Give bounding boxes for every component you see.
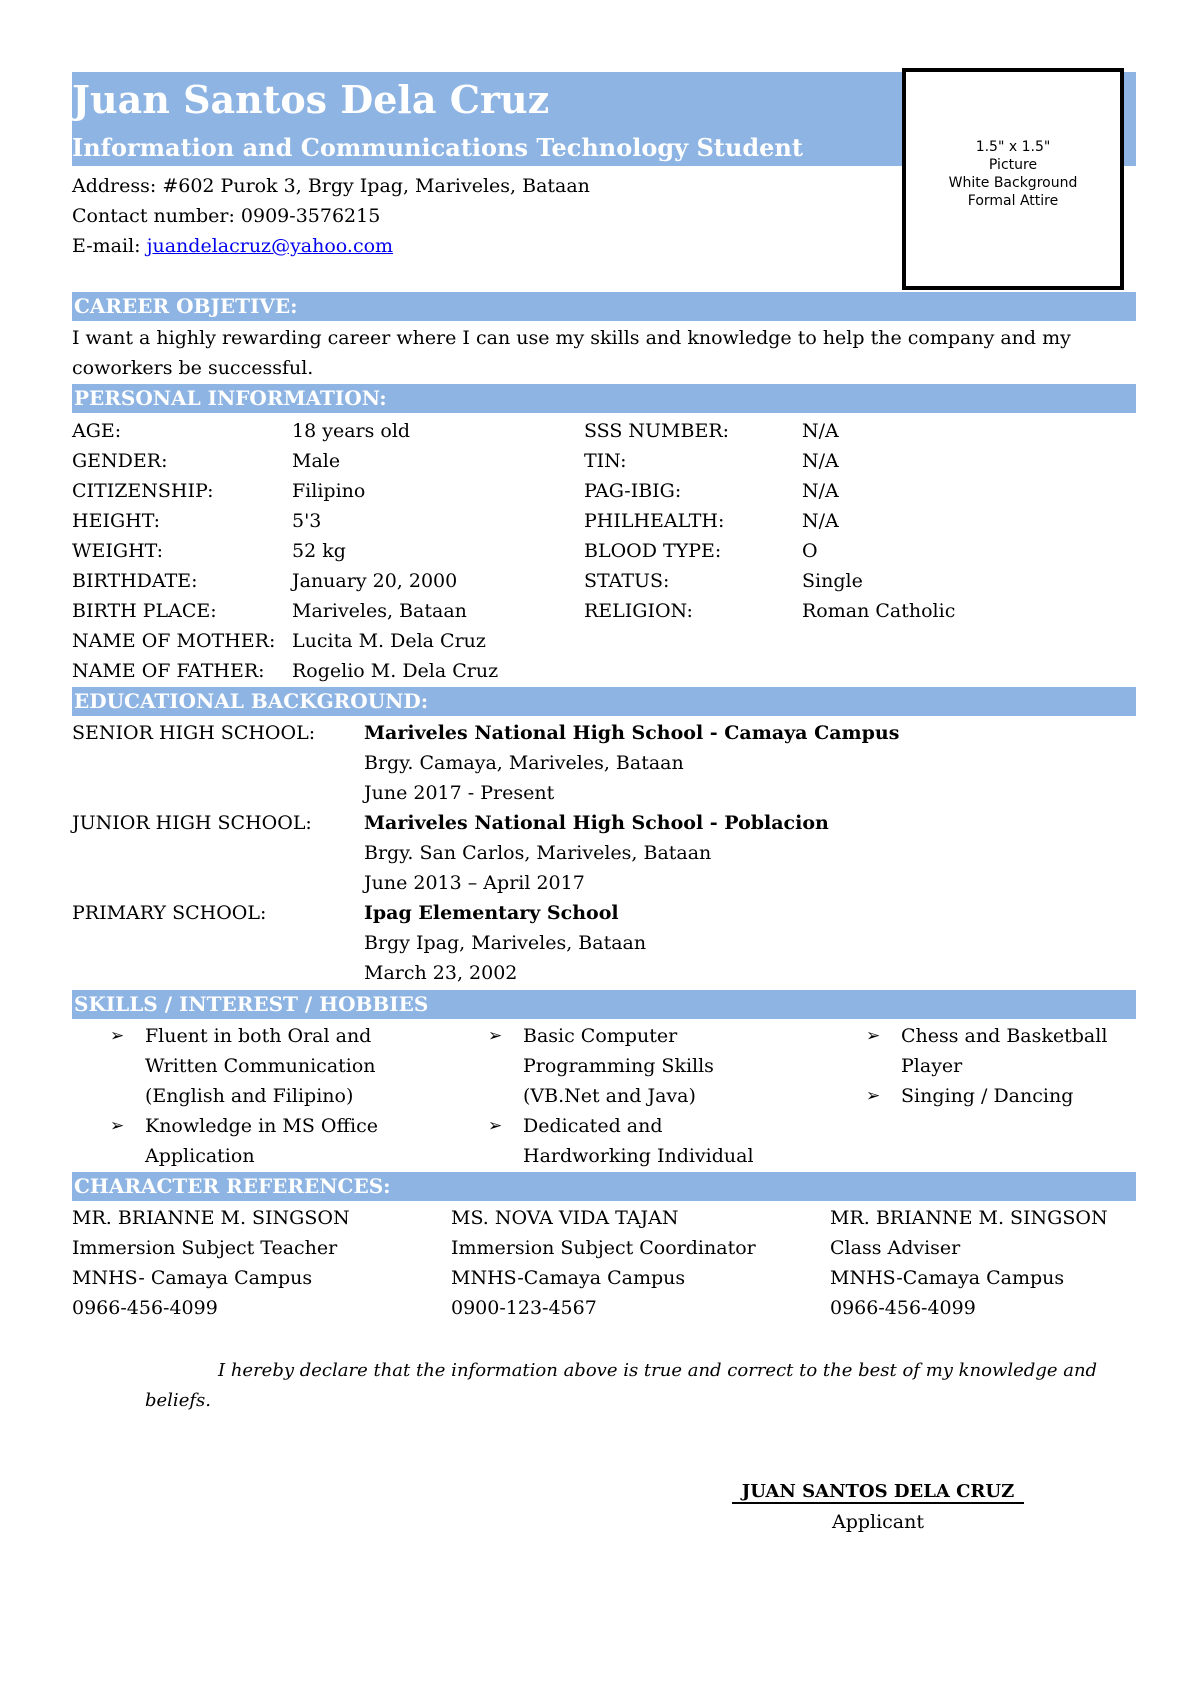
bullet-arrow-icon: ➢	[488, 1026, 503, 1046]
applicant-title: Information and Communications Technology Student	[72, 133, 803, 162]
senior-high-dates: June 2017 - Present	[364, 782, 555, 804]
skill-item: Fluent in both Oral and Written Communication (English and Filipino)	[145, 1025, 376, 1107]
birthplace-label: BIRTH PLACE:	[72, 600, 217, 622]
address-label: Address:	[72, 175, 157, 197]
sss-label: SSS NUMBER:	[584, 420, 730, 442]
age-value: 18 years old	[292, 420, 411, 442]
mother-label: NAME OF MOTHER:	[72, 630, 276, 652]
tin-label: TIN:	[584, 450, 627, 472]
father-value: Rogelio M. Dela Cruz	[292, 660, 499, 682]
address-value: #602 Purok 3, Brgy Ipag, Mariveles, Bataan	[162, 175, 590, 197]
email-label: E-mail:	[72, 235, 141, 257]
religion-label: RELIGION:	[584, 600, 693, 622]
bullet-arrow-icon: ➢	[488, 1116, 503, 1136]
philhealth-label: PHILHEALTH:	[584, 510, 725, 532]
career-objective-line2: coworkers be successful.	[72, 357, 314, 379]
senior-high-label: SENIOR HIGH SCHOOL:	[72, 722, 316, 744]
bullet-arrow-icon: ➢	[866, 1086, 881, 1106]
height-value: 5'3	[292, 510, 322, 532]
mother-value: Lucita M. Dela Cruz	[292, 630, 486, 652]
sss-value: N/A	[802, 420, 839, 442]
primary-school-name: Ipag Elementary School	[364, 902, 619, 924]
signature-role: Applicant	[831, 1511, 925, 1533]
section-educational-background: EDUCATIONAL BACKGROUND:	[72, 687, 1136, 716]
contact-line	[72, 201, 380, 231]
skill-item: Knowledge in MS Office Application	[145, 1115, 378, 1167]
reference-1-name: MR. BRIANNE M. SINGSON	[72, 1207, 350, 1229]
address-line	[72, 171, 590, 201]
reference-1-phone: 0966-456-4099	[72, 1297, 218, 1319]
senior-high-school: Mariveles National High School - Camaya Campus	[364, 722, 900, 744]
section-personal-information: PERSONAL INFORMATION:	[72, 384, 1136, 413]
junior-high-school: Mariveles National High School - Poblacion	[364, 812, 829, 834]
father-label: NAME OF FATHER:	[72, 660, 265, 682]
skill-item: Singing / Dancing	[901, 1085, 1074, 1107]
bloodtype-label: BLOOD TYPE:	[584, 540, 722, 562]
gender-label: GENDER:	[72, 450, 168, 472]
junior-high-dates: June 2013 – April 2017	[364, 872, 585, 894]
junior-high-address: Brgy. San Carlos, Mariveles, Bataan	[364, 842, 712, 864]
email-link[interactable]: juandelacruz@yahoo.com	[146, 235, 394, 257]
status-value: Single	[802, 570, 863, 592]
tin-value: N/A	[802, 450, 839, 472]
junior-high-label: JUNIOR HIGH SCHOOL:	[72, 812, 312, 834]
birthdate-label: BIRTHDATE:	[72, 570, 198, 592]
reference-3-role: Class Adviser	[830, 1237, 961, 1259]
reference-3-name: MR. BRIANNE M. SINGSON	[830, 1207, 1108, 1229]
contact-label: Contact number:	[72, 205, 235, 227]
contact-value: 0909-3576215	[240, 205, 381, 227]
citizenship-label: CITIZENSHIP:	[72, 480, 214, 502]
photo-attire-text: Formal Attire	[967, 193, 1059, 209]
birthdate-value: January 20, 2000	[292, 570, 458, 592]
photo-placeholder	[902, 68, 1124, 290]
philhealth-value: N/A	[802, 510, 839, 532]
religion-value: Roman Catholic	[802, 600, 956, 622]
weight-label: WEIGHT:	[72, 540, 164, 562]
skill-item: Dedicated and Hardworking Individual	[523, 1115, 754, 1167]
reference-1-role: Immersion Subject Teacher	[72, 1237, 338, 1259]
age-label: AGE:	[72, 420, 122, 442]
pagibig-value: N/A	[802, 480, 839, 502]
skill-item: Chess and Basketball Player	[901, 1025, 1108, 1077]
signature-name: JUAN SANTOS DELA CRUZ	[741, 1481, 1015, 1502]
weight-value: 52 kg	[292, 540, 346, 562]
career-objective-line1: I want a highly rewarding career where I can use my skills and knowledge to help the company and my	[72, 327, 1071, 349]
reference-3-org: MNHS-Camaya Campus	[830, 1267, 1065, 1289]
declaration-line2: beliefs.	[145, 1390, 211, 1411]
reference-3-phone: 0966-456-4099	[830, 1297, 976, 1319]
pagibig-label: PAG-IBIG:	[584, 480, 682, 502]
reference-2-role: Immersion Subject Coordinator	[451, 1237, 756, 1259]
citizenship-value: Filipino	[292, 480, 366, 502]
status-label: STATUS:	[584, 570, 670, 592]
gender-value: Male	[292, 450, 341, 472]
bullet-arrow-icon: ➢	[866, 1026, 881, 1046]
section-skills: SKILLS / INTEREST / HOBBIES	[72, 990, 1136, 1019]
reference-2-name: MS. NOVA VIDA TAJAN	[451, 1207, 679, 1229]
bullet-arrow-icon: ➢	[110, 1026, 125, 1046]
reference-1-org: MNHS- Camaya Campus	[72, 1267, 313, 1289]
primary-school-address: Brgy Ipag, Mariveles, Bataan	[364, 932, 647, 954]
bullet-arrow-icon: ➢	[110, 1116, 125, 1136]
skill-item: Basic Computer Programming Skills (VB.Net and Java)	[523, 1025, 714, 1107]
reference-2-org: MNHS-Camaya Campus	[451, 1267, 686, 1289]
senior-high-address: Brgy. Camaya, Mariveles, Bataan	[364, 752, 684, 774]
declaration-line1: I hereby declare that the information above is true and correct to the best of my knowledge and	[218, 1360, 1098, 1381]
primary-school-label: PRIMARY SCHOOL:	[72, 902, 267, 924]
email-line	[72, 231, 393, 261]
section-career-objective: CAREER OBJETIVE:	[72, 292, 1136, 321]
photo-background-text: White Background	[948, 175, 1078, 191]
reference-2-phone: 0900-123-4567	[451, 1297, 597, 1319]
birthplace-value: Mariveles, Bataan	[292, 600, 467, 622]
height-label: HEIGHT:	[72, 510, 161, 532]
section-character-references: CHARACTER REFERENCES:	[72, 1172, 1136, 1201]
photo-picture-text: Picture	[988, 157, 1038, 173]
primary-school-dates: March 23, 2002	[364, 962, 518, 984]
bloodtype-value: O	[802, 540, 818, 562]
photo-size-text: 1.5" x 1.5"	[975, 139, 1051, 155]
applicant-name: Juan Santos Dela Cruz	[72, 77, 550, 122]
